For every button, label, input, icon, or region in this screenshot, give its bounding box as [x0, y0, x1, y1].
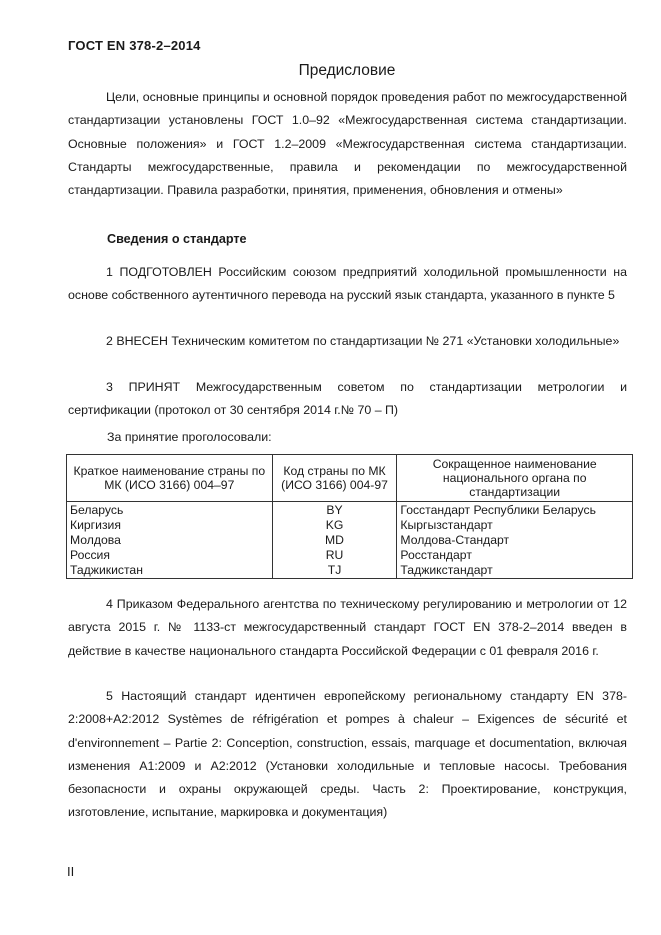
standards-body: Таджикстандарт: [397, 563, 633, 579]
country-code: RU: [272, 548, 397, 563]
voting-countries-table: [66, 454, 633, 579]
country-code: BY: [272, 502, 397, 519]
page-title: Предисловие: [298, 62, 396, 79]
country-name: Молдова: [67, 533, 273, 548]
page-number: II: [67, 864, 75, 879]
table-row: [67, 518, 633, 533]
item-introduced: 2 ВНЕСЕН Техническим комитетом по стандартизации № 271 «Установки холодильные»: [106, 334, 620, 348]
item-prepared: 1 ПОДГОТОВЛЕН Российским союзом предприятий холодильной промышленности на основе собственного аутентичного перевода на русский язык стандарта, указанного в пункте 5: [68, 265, 627, 303]
country-name: Беларусь: [67, 502, 273, 519]
table-row: [67, 502, 633, 519]
standards-body: Госстандарт Республики Беларусь: [397, 502, 633, 519]
country-name: Киргизия: [67, 518, 273, 533]
country-code: KG: [272, 518, 397, 533]
country-code: MD: [272, 533, 397, 548]
intro-paragraph: Цели, основные принципы и основной порядок проведения работ по межгосударственной стандартизации установлены ГОСТ 1.0–92 «Межгосударственная система стандартизации. Основные положения» и ГОСТ 1.2–2009 «Межгосударственная система стандартизации. Стандарты межгосударственные, правила и рекомендации по межгосударственной стандартизации. Правила разработки, принятия, применения, обновления и отмены»: [68, 90, 627, 198]
standards-body: Росстандарт: [397, 548, 633, 563]
header-country-code: Код страны по МК (ИСО 3166) 004-97: [272, 455, 397, 502]
table-row: [67, 533, 633, 548]
standards-body: Молдова-Стандарт: [397, 533, 633, 548]
header-country-name: Краткое наименование страны по МК (ИСО 3166) 004–97: [67, 455, 273, 502]
table-header-row: [67, 455, 633, 502]
item-identical: 5 Настоящий стандарт идентичен европейскому региональному стандарту EN 378-2:2008+A2:2012 Systèmes de réfrigération et pompes à chaleur – Exigences de sécurité et d'environnement – Partie 2: Conception, construction, essais, marquage et documentation, включая изменения А1:2009 и А2:2012 (Установки холодильные и тепловые насосы. Требования безопасности и охраны окружающей среды. Часть 2: Проектирование, конструкция, изготовление, испытание, маркировка и документация): [68, 689, 627, 820]
standard-code: ГОСТ EN 378-2–2014: [68, 38, 201, 53]
section-heading: Сведения о стандарте: [107, 232, 247, 246]
item-adopted: 3 ПРИНЯТ Межгосударственным советом по стандартизации метрологии и сертификации (протокол от 30 сентября 2014 г.№ 70 – П): [68, 380, 627, 418]
table-row: [67, 563, 633, 579]
header-standards-body: Сокращенное наименование национального органа по стандартизации: [397, 455, 633, 502]
voted-label: За принятие проголосовали:: [107, 430, 272, 444]
table-row: [67, 548, 633, 563]
country-code: TJ: [272, 563, 397, 579]
country-name: Россия: [67, 548, 273, 563]
standards-body: Кыргызстандарт: [397, 518, 633, 533]
country-name: Таджикистан: [67, 563, 273, 579]
item-order: 4 Приказом Федерального агентства по техническому регулированию и метрологии от 12 августа 2015 г. № 1133-ст межгосударственный стандарт ГОСТ EN 378-2–2014 введен в действие в качестве национального стандарта Российской Федерации с 01 февраля 2016 г.: [68, 597, 627, 658]
